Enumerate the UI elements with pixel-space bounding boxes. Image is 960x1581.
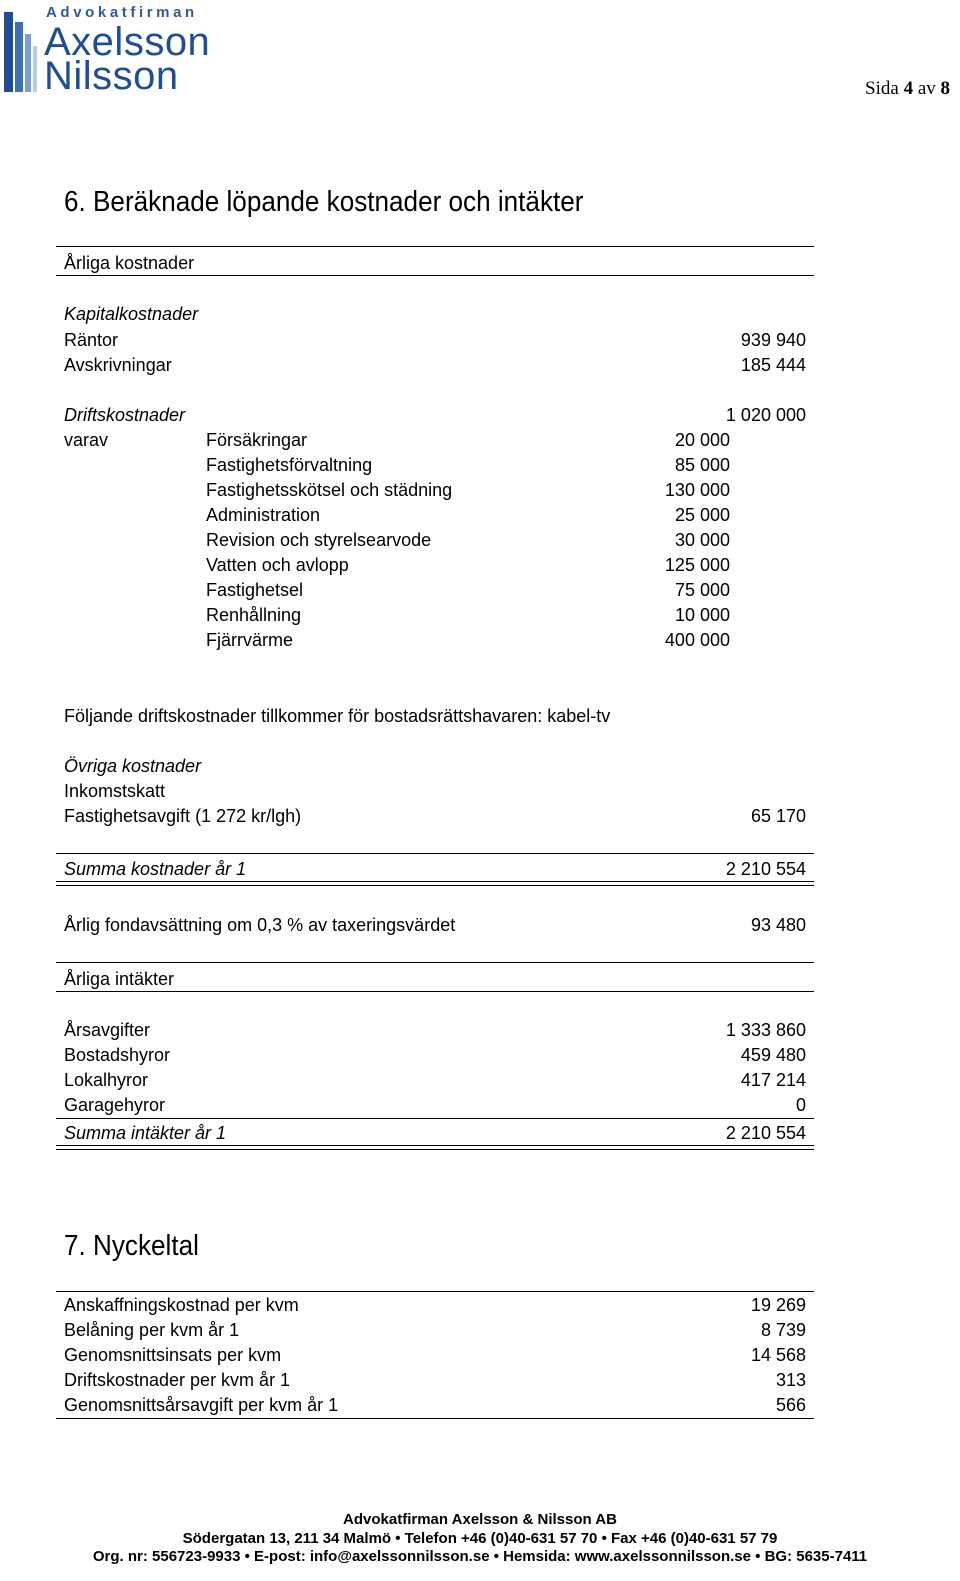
divider	[56, 962, 814, 963]
logo-bars-icon	[4, 12, 38, 92]
fund-label: Årlig fondavsättning om 0,3 % av taxeringsvärdet	[64, 915, 456, 935]
item-value: 130 000	[664, 480, 730, 500]
page-sep: av	[917, 78, 936, 99]
item-label: Vatten och avlopp	[206, 555, 349, 575]
item-label: Administration	[206, 505, 321, 525]
operating-item	[64, 603, 806, 628]
divider	[56, 991, 814, 992]
sum-income-label: Summa intäkter år 1	[64, 1123, 227, 1143]
item-label: Fastighetsförvaltning	[206, 455, 373, 475]
item-label: Revision och styrelsearvode	[206, 530, 432, 550]
operating-item	[64, 553, 806, 578]
row-value: 14 568	[750, 1345, 806, 1365]
row-label: Genomsnittsinsats per kvm	[64, 1345, 282, 1365]
footer-address: Södergatan 13, 211 34 Malmö • Telefon +46 (0)40-631 57 70 • Fax +46 (0)40-631 57 79	[182, 1530, 778, 1547]
item-label: Fjärrvärme	[206, 630, 294, 650]
row-label: Räntor	[64, 330, 119, 350]
table-row	[64, 1343, 806, 1368]
row-value: 1 333 860	[725, 1020, 806, 1040]
additional-costs-note	[64, 704, 806, 729]
double-divider	[56, 1145, 814, 1150]
item-label: Fastighetsel	[206, 580, 304, 600]
operating-item	[64, 503, 806, 528]
section-6-title: 6. Beräknade löpande kostnader och intäkter	[64, 186, 584, 218]
sum-costs-value: 2 210 554	[725, 859, 806, 879]
row-value: 313	[775, 1370, 806, 1390]
row-value: 459 480	[740, 1045, 806, 1065]
income-heading-text: Årliga intäkter	[64, 969, 175, 989]
footer-company: Advokatfirman Axelsson & Nilsson AB	[343, 1511, 617, 1528]
row-value: 417 214	[740, 1070, 806, 1090]
divider	[56, 1418, 814, 1419]
divider	[56, 1291, 814, 1292]
operating-item	[64, 628, 806, 653]
operating-item	[64, 578, 806, 603]
table-row	[64, 1068, 806, 1093]
divider	[56, 275, 814, 276]
table-row	[64, 804, 806, 829]
row-label: Lokalhyror	[64, 1070, 149, 1090]
logo-name-line1: Axelsson	[44, 20, 211, 64]
income-heading	[64, 967, 806, 992]
table-row	[64, 1318, 806, 1343]
capital-heading	[64, 302, 806, 327]
table-row	[64, 1043, 806, 1068]
row-value: 566	[775, 1395, 806, 1415]
note-text: Följande driftskostnader tillkommer för bostadsrättshavaren: kabel-tv	[64, 706, 611, 726]
row-label: Fastighetsavgift (1 272 kr/lgh)	[64, 806, 302, 826]
item-value: 75 000	[674, 580, 730, 600]
item-value: 125 000	[664, 555, 730, 575]
page-current: 4	[903, 78, 914, 99]
page-number	[865, 78, 950, 100]
sum-income-row	[64, 1121, 806, 1146]
row-label: Anskaffningskostnad per kvm	[64, 1295, 299, 1315]
annual-costs-heading	[64, 251, 806, 276]
divider	[56, 246, 814, 247]
page-prefix: Sida	[865, 78, 899, 99]
section-7-title: 7. Nyckeltal	[64, 1230, 199, 1262]
row-label: Genomsnittsårsavgift per kvm år 1	[64, 1395, 339, 1415]
row-value: 8 739	[760, 1320, 806, 1340]
operating-item	[64, 528, 806, 553]
page-total: 8	[940, 78, 950, 99]
table-row	[64, 328, 806, 353]
row-value: 0	[795, 1095, 806, 1115]
operating-total: 1 020 000	[725, 405, 806, 425]
other-costs-heading-text: Övriga kostnader	[64, 756, 202, 776]
item-label: Fastighetsskötsel och städning	[206, 480, 453, 500]
company-logo	[4, 4, 211, 98]
operating-item	[64, 428, 806, 453]
row-value: 65 170	[750, 806, 806, 826]
row-value: 19 269	[750, 1295, 806, 1315]
row-label: Driftskostnader per kvm år 1	[64, 1370, 291, 1390]
fund-row	[64, 913, 806, 938]
other-costs-heading	[64, 754, 806, 779]
item-value: 20 000	[674, 430, 730, 450]
logo-tagline: Advokatfirman	[46, 4, 198, 21]
item-value: 400 000	[664, 630, 730, 650]
double-divider	[56, 881, 814, 886]
row-label: Årsavgifter	[64, 1020, 151, 1040]
item-value: 30 000	[674, 530, 730, 550]
item-value: 25 000	[674, 505, 730, 525]
sum-costs-label: Summa kostnader år 1	[64, 859, 247, 879]
operating-item	[64, 453, 806, 478]
divider	[56, 853, 814, 854]
operating-heading-text: Driftskostnader	[64, 405, 186, 425]
table-row	[64, 1293, 806, 1318]
row-label: Bostadshyror	[64, 1045, 171, 1065]
logo-name-line2: Nilsson	[44, 54, 179, 98]
annual-costs-heading-text: Årliga kostnader	[64, 253, 195, 273]
sum-costs-row	[64, 857, 806, 882]
item-label: Försäkringar	[206, 430, 308, 450]
operating-prefix: varav	[64, 430, 109, 450]
row-label: Inkomstskatt	[64, 781, 166, 801]
sum-income-value: 2 210 554	[725, 1123, 806, 1143]
row-value: 185 444	[740, 355, 806, 375]
row-label: Belåning per kvm år 1	[64, 1320, 240, 1340]
table-row	[64, 779, 806, 804]
item-label: Renhållning	[206, 605, 302, 625]
operating-heading	[64, 403, 806, 428]
table-row	[64, 1018, 806, 1043]
table-row	[64, 1093, 806, 1118]
fund-value: 93 480	[750, 915, 806, 935]
table-row	[64, 1368, 806, 1393]
footer-contact: Org. nr: 556723-9933 • E-post: info@axelssonnilsson.se • Hemsida: www.axelssonnilsson.se • BG: 5635-7411	[92, 1548, 868, 1565]
item-value: 85 000	[674, 455, 730, 475]
operating-item	[64, 478, 806, 503]
table-row	[64, 1393, 806, 1418]
row-label: Avskrivningar	[64, 355, 172, 375]
divider	[56, 1118, 814, 1119]
table-row	[64, 353, 806, 378]
capital-heading-text: Kapitalkostnader	[64, 304, 199, 324]
item-value: 10 000	[674, 605, 730, 625]
row-label: Garagehyror	[64, 1095, 166, 1115]
row-value: 939 940	[740, 330, 806, 350]
